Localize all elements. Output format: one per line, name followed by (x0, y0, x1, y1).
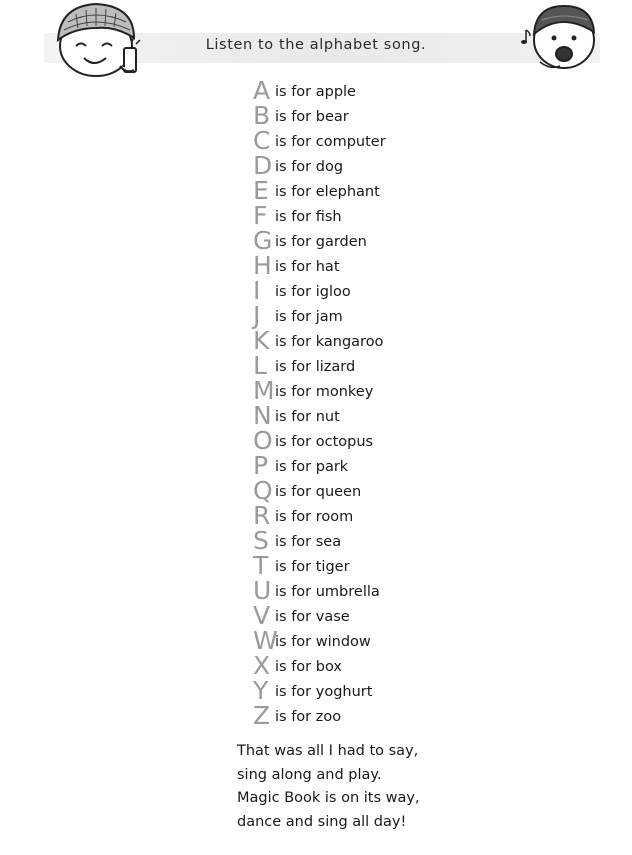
big-letter: Y (253, 676, 269, 705)
song-verse (237, 740, 420, 834)
alphabet-item (253, 503, 386, 528)
letter-phrase: is for hat (275, 259, 340, 275)
big-letter: D (253, 151, 273, 180)
alphabet-item (253, 328, 386, 353)
alphabet-item (253, 378, 386, 403)
letter-phrase: is for yoghurt (275, 684, 373, 700)
letter-phrase: is for computer (275, 134, 386, 150)
big-letter: U (253, 576, 272, 605)
letter-phrase: is for umbrella (275, 584, 380, 600)
letter-phrase: is for dog (275, 159, 344, 175)
big-letter: V (253, 601, 271, 630)
big-letter: L (253, 351, 267, 380)
letter-phrase: is for kangaroo (275, 334, 384, 350)
big-letter: B (253, 101, 271, 130)
alphabet-item (253, 578, 386, 603)
alphabet-item (253, 178, 386, 203)
alphabet-item (253, 278, 386, 303)
big-letter: C (253, 126, 271, 155)
verse-line: sing along and play. (237, 766, 382, 783)
verse-line: dance and sing all day! (237, 813, 407, 830)
smiling-kid-with-beanie-icon (50, 0, 146, 82)
big-letter: O (253, 426, 273, 455)
big-letter: X (253, 651, 271, 680)
alphabet-item (253, 228, 386, 253)
alphabet-item (253, 553, 386, 578)
alphabet-item (253, 353, 386, 378)
letter-phrase: is for vase (275, 609, 350, 625)
letter-phrase: is for lizard (275, 359, 356, 375)
alphabet-list (253, 78, 386, 728)
big-letter: N (253, 401, 272, 430)
big-letter: F (253, 201, 268, 230)
alphabet-item (253, 453, 386, 478)
big-letter: K (253, 326, 270, 355)
big-letter: A (253, 76, 271, 105)
verse-line: Magic Book is on its way, (237, 790, 420, 806)
alphabet-item (253, 128, 386, 153)
big-letter: Z (253, 701, 271, 730)
letter-phrase: is for queen (275, 484, 362, 500)
page-instruction: Listen to the alphabet song. (205, 37, 427, 53)
alphabet-item (253, 678, 386, 703)
letter-phrase: is for bear (275, 109, 349, 125)
alphabet-item (253, 403, 386, 428)
big-letter: T (253, 551, 269, 580)
big-letter: W (253, 626, 278, 655)
letter-phrase: is for zoo (275, 709, 342, 725)
alphabet-item (253, 603, 386, 628)
alphabet-item (253, 703, 386, 728)
alphabet-item (253, 428, 386, 453)
letter-phrase: is for sea (275, 534, 342, 550)
letter-phrase: is for box (275, 659, 342, 675)
alphabet-item (253, 628, 386, 653)
letter-phrase: is for garden (275, 234, 367, 250)
big-letter: R (253, 501, 271, 530)
alphabet-item (253, 78, 386, 103)
alphabet-item (253, 653, 386, 678)
letter-phrase: is for park (275, 459, 349, 475)
letter-phrase: is for jam (275, 309, 343, 325)
letter-phrase: is for fish (275, 209, 342, 225)
alphabet-item (253, 103, 386, 128)
big-letter: I (253, 276, 261, 305)
big-letter: P (253, 451, 269, 480)
alphabet-item (253, 478, 386, 503)
letter-phrase: is for tiger (275, 559, 350, 575)
singing-kid-icon (520, 2, 600, 72)
alphabet-item (253, 528, 386, 553)
letter-phrase: is for elephant (275, 184, 380, 200)
verse-line: That was all I had to say, (237, 743, 419, 759)
alphabet-item (253, 253, 386, 278)
letter-phrase: is for room (275, 509, 354, 525)
alphabet-item (253, 153, 386, 178)
letter-phrase: is for monkey (275, 384, 374, 400)
big-letter: J (253, 301, 261, 330)
big-letter: S (253, 526, 269, 555)
alphabet-item (253, 303, 386, 328)
alphabet-item (253, 203, 386, 228)
letter-phrase: is for window (275, 634, 371, 650)
big-letter: M (253, 376, 275, 405)
letter-phrase: is for nut (275, 409, 340, 425)
letter-phrase: is for octopus (275, 434, 374, 450)
letter-phrase: is for apple (275, 84, 356, 100)
letter-phrase: is for igloo (275, 284, 351, 300)
big-letter: H (253, 251, 272, 280)
big-letter: G (253, 226, 273, 255)
big-letter: Q (253, 476, 273, 505)
big-letter: E (253, 176, 269, 205)
